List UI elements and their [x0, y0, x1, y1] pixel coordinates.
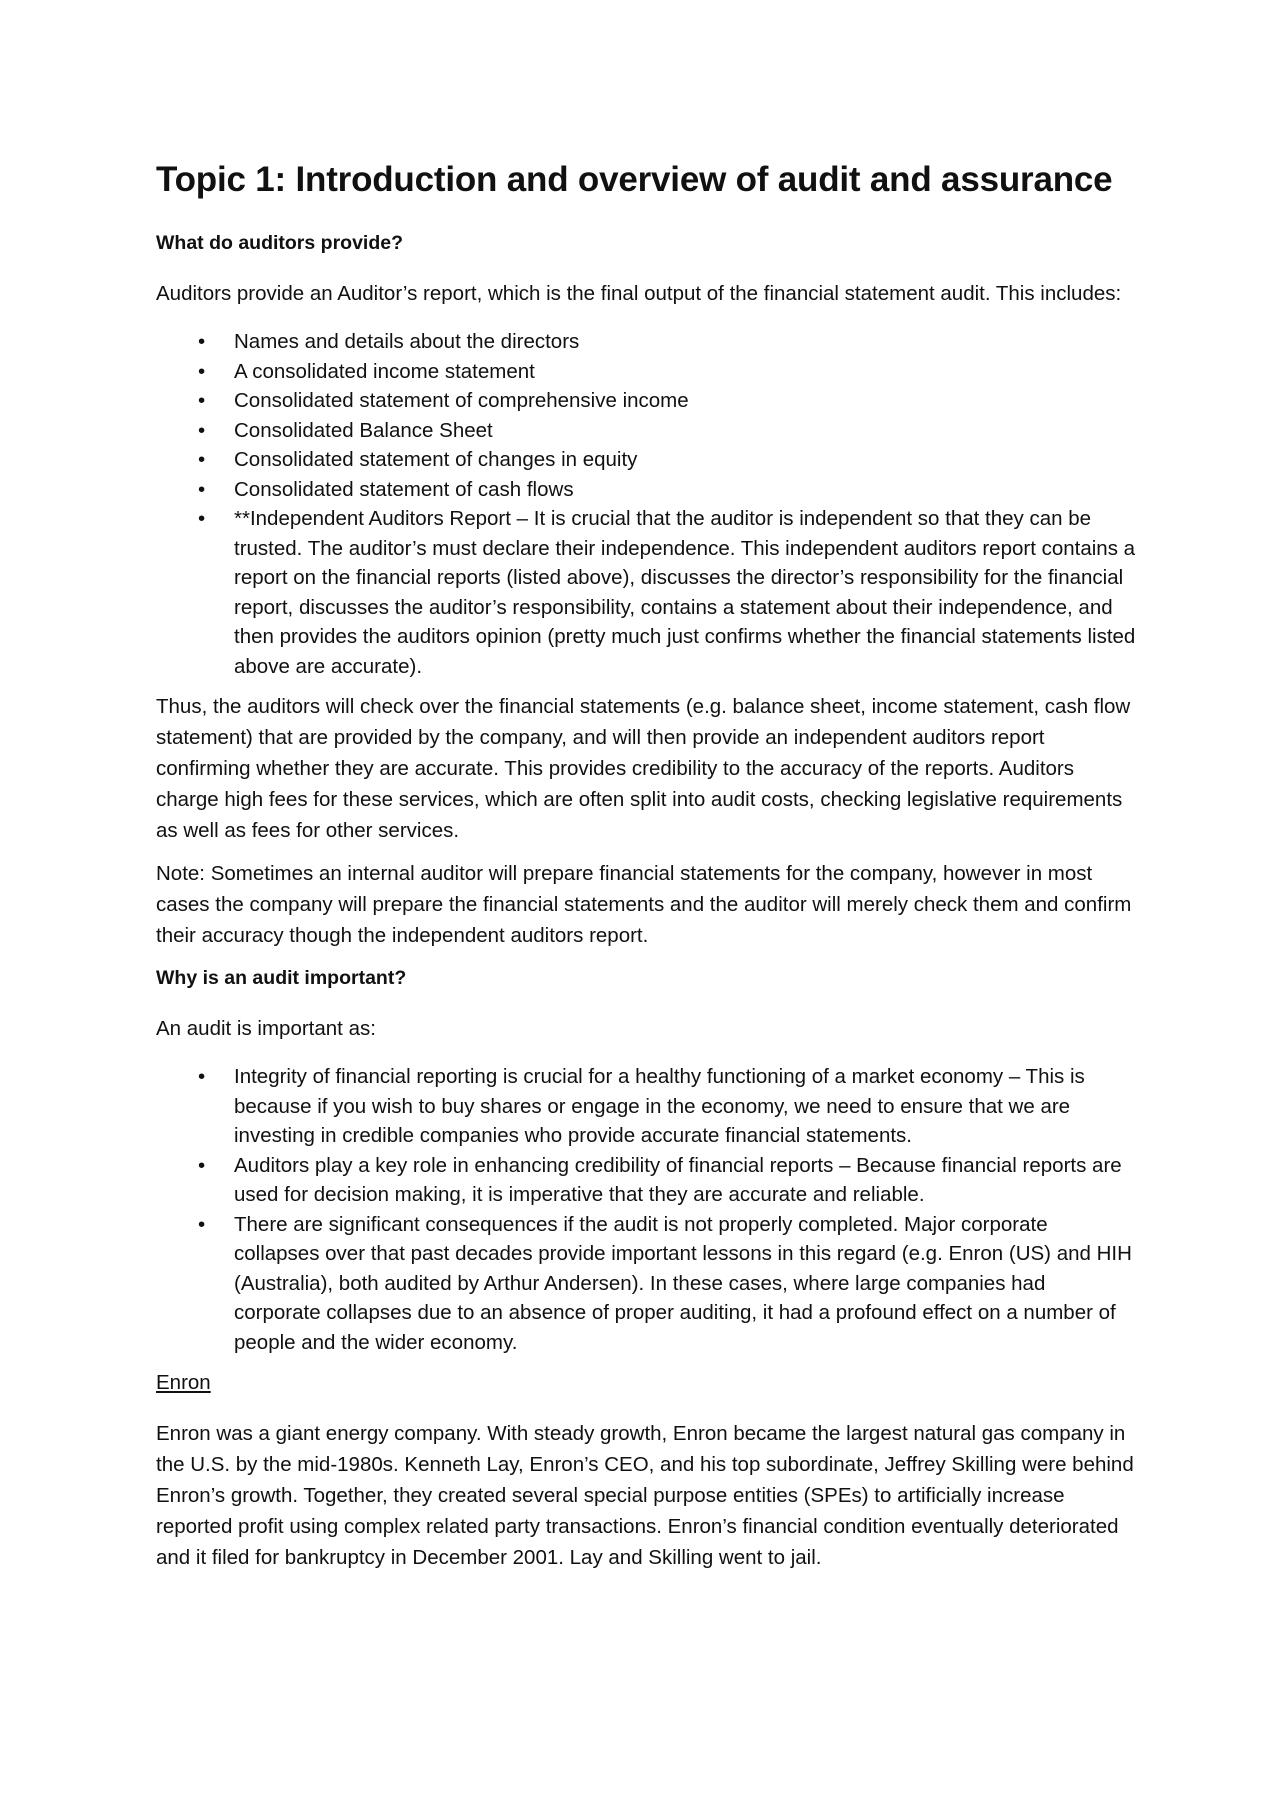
- intro-paragraph: Auditors provide an Auditor’s report, which is the final output of the financial statement audit. This includes:: [156, 282, 1122, 305]
- audit-importance-list: [156, 1062, 1136, 1357]
- list-item: • Integrity of financial reporting is crucial for a healthy functioning of a market economy – This is because if you wish to buy shares or engage in the economy, we need to ensure that we are investing in credible companies who provide accurate financial statements.: [156, 1062, 1136, 1151]
- section-heading-audit-important: Why is an audit important?: [156, 967, 407, 989]
- list-item: • Consolidated statement of changes in equity: [156, 445, 1136, 475]
- bullet-icon: •: [198, 418, 206, 442]
- list-item: • Auditors play a key role in enhancing credibility of financial reports – Because financial reports are used for decision making, it is imperative that they are accurate and reliable.: [156, 1151, 1136, 1210]
- list-item: • Consolidated Balance Sheet: [156, 416, 1136, 446]
- page-title: Topic 1: Introduction and overview of audit and assurance: [156, 160, 1113, 199]
- bullet-icon: •: [198, 507, 206, 530]
- bullet-icon: •: [198, 1212, 206, 1236]
- list-item: • A consolidated income statement: [156, 357, 1136, 387]
- enron-paragraph: Enron was a giant energy company. With steady growth, Enron became the largest natural gas company in the U.S. by the mid-1980s. Kenneth Lay, Enron’s CEO, and his top subordinate, Jeffrey Skilling were behind Enron’s growth. Together, they created several special purpose entities (SPEs) to artificially increase reported profit using complex related party transactions. Enron’s financial condition eventually deteriorated and it filed for bankruptcy in December 2001. Lay and Skilling went to jail.: [156, 1422, 1134, 1569]
- paragraph-thus: Thus, the auditors will check over the financial statements (e.g. balance sheet, income statement, cash flow statement) that are provided by the company, and will then provide an independent auditors report confirming whether they are accurate. This provides credibility to the accuracy of the reports. Auditors charge high fees for these services, which are often split into audit costs, checking legislative requirements as well as fees for other services.: [156, 695, 1131, 842]
- list-item: • Consolidated statement of cash flows: [156, 475, 1136, 505]
- bullet-icon: •: [198, 389, 206, 412]
- bullet-icon: •: [198, 448, 206, 471]
- paragraph-note: Note: Sometimes an internal auditor will prepare financial statements for the company, however in most cases the company will prepare the financial statements and the auditor will merely check them and confirm their accuracy though the independent auditors report.: [156, 862, 1132, 947]
- section-heading-enron: Enron: [156, 1371, 211, 1394]
- audit-important-intro: An audit is important as:: [156, 1017, 376, 1040]
- list-item: • Names and details about the directors: [156, 327, 1136, 357]
- list-item: • **Independent Auditors Report – It is crucial that the auditor is independent so that they can be trusted. The auditor’s must declare their independence. This independent auditors report contains a report on the financial reports (listed above), discusses the director’s responsibility for the financial report, discusses the auditor’s responsibility, contains a statement about their independence, and then provides the auditors opinion (pretty much just confirms whether the financial statements listed above are accurate).: [156, 504, 1136, 681]
- bullet-icon: •: [198, 477, 206, 501]
- bullet-icon: •: [198, 330, 206, 353]
- document-page: [156, 158, 1136, 1585]
- section-heading-auditors-provide: What do auditors provide?: [156, 232, 403, 254]
- bullet-icon: •: [198, 1153, 206, 1177]
- report-contents-list: [156, 327, 1136, 681]
- list-item: • There are significant consequences if the audit is not properly completed. Major corporate collapses over that past decades provide important lessons in this regard (e.g. Enron (US) and HIH (Australia), both audited by Arthur Andersen). In these cases, where large companies had corporate collapses due to an absence of proper auditing, it had a profound effect on a number of people and the wider economy.: [156, 1210, 1136, 1358]
- bullet-icon: •: [198, 1065, 206, 1088]
- bullet-icon: •: [198, 359, 206, 383]
- list-item: • Consolidated statement of comprehensive income: [156, 386, 1136, 416]
